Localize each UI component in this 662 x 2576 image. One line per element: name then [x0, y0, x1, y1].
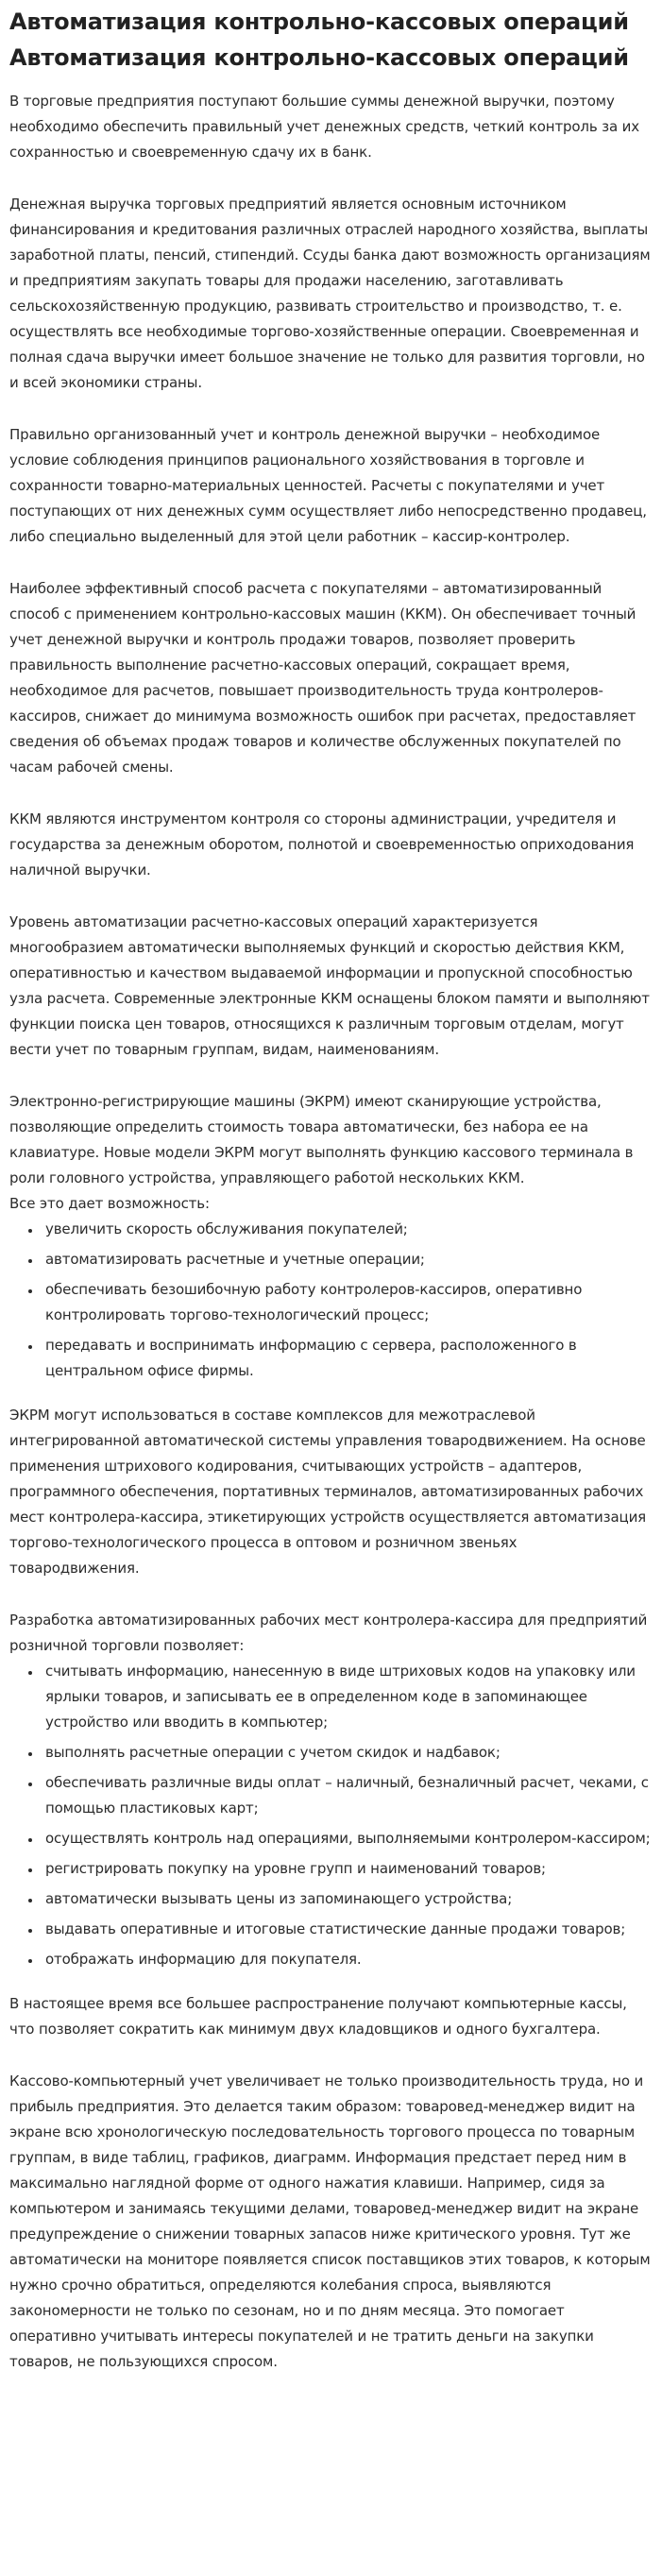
- paragraph-computer-accounting: Кассово-компьютерный учет увеличивает не только производительность труда, но и прибыль предприятия. Это делается таким образом: товаровед-менеджер видит на экране всю хронологическую последовательность торгового процесса по товарным группам, в виде таблиц, графиков, диаграмм. Информация предстает перед ним в максимально наглядной форме от одного нажатия клавиши. Например, сидя за компьютером и занимаясь текущими делами, товаровед-менеджер видит на экране предупреждение о снижении товарных запасов ниже критического уровня. Тут же автоматически на мониторе появляется список поставщиков этих товаров, к которым нужно срочно обратиться, определяются колебания спроса, выявляются закономерности не только по сезонам, но и по дням месяца. Это помогает оперативно учитывать интересы покупателей и не тратить деньги на закупки товаров, не пользующихся спросом.: [9, 2073, 651, 2370]
- paragraph-kkm-method: Наиболее эффективный способ расчета с покупателями – автоматизированный способ с применением контрольно-кассовых машин (ККМ). Он обеспечивает точный учет денежной выручки и контроль продажи товаров, позволяет проверить правильность выполнение расчетно-кассовых операций, сокращает время, необходимое для расчетов, повышает производительность труда контролеров-кассиров, снижает до минимума возможность ошибок при расчетах, предоставляет сведения об объемах продаж товаров и количестве обслуженных покупателей по часам рабочей смены.: [9, 580, 637, 776]
- paragraph-accounting: Правильно организованный учет и контроль денежной выручки – необходимое условие соблюдения принципов рационального хозяйствования в торговле и сохранности товарно-материальных ценностей. Расчеты с покупателями и учет поступающих от них денежных сумм осуществляет либо непосредственно продавец, либо специально выделенный для этой цели работник – кассир-контролер.: [9, 426, 647, 545]
- paragraph-ekrm-complex: ЭКРМ могут использоваться в составе комплексов для межотраслевой интегрированной автоматической системы управления товародвижением. На основе применения штрихового кодирования, считывающих устройств – адаптеров, программного обеспечения, портативных терминалов, автоматизированных рабочих мест контролера-кассира, этикетирующих устройств осуществляется автоматизация торгово-технологического процесса в оптовом и розничном звеньях товародвижения.: [9, 1407, 647, 1577]
- paragraph-revenue: Денежная выручка торговых предприятий является основным источником финансирования и кредитования различных отраслей народного хозяйства, выплаты заработной платы, пенсий, стипендий. Ссуды банка дают возможность организациям и предприятиям закупать товары для продажи населению, заготавливать сельскохозяйственную продукцию, развивать строительство и производство, т. е. осуществлять все необходимые торгово-хозяйственные операции. Своевременная и полная сдача выручки имеет большое значение не только для развития торговли, но и всей экономики страны.: [9, 196, 651, 391]
- workstation-functions-list: [9, 1659, 651, 1972]
- list-item: • осуществлять контроль над операциями, выполняемыми контролером-кассиром;: [42, 1826, 651, 1851]
- paragraph-ekrm: Электронно-регистрирующие машины (ЭКРМ) имеют сканирующие устройства, позволяющие определить стоимость товара автоматически, без набора ее на клавиатуре. Новые модели ЭКРМ могут выполнять функцию кассового терминала в роли головного устройства, управляющего работой нескольких ККМ.: [9, 1093, 634, 1186]
- list-item: • регистрировать покупку на уровне групп и наименований товаров;: [42, 1856, 651, 1882]
- paragraph-automation-level: Уровень автоматизации расчетно-кассовых операций характеризуется многообразием автоматически выполняемых функций и скоростью действия ККМ, оперативностью и качеством выдаваемой информации и пропускной способностью узла расчета. Современные электронные ККМ оснащены блоком памяти и выполняют функции поиска цен товаров, относящихся к различным торговым отделам, могут вести учет по товарным группам, видам, наименованиям.: [9, 913, 650, 1058]
- list-item: • выдавать оперативные и итоговые статистические данные продажи товаров;: [42, 1917, 651, 1942]
- list-item: • автоматизировать расчетные и учетные операции;: [42, 1247, 651, 1272]
- list-item: • обеспечивать безошибочную работу контролеров-кассиров, оперативно контролировать торгово-технологический процесс;: [42, 1277, 651, 1328]
- capabilities-list: [9, 1217, 651, 1384]
- list-item: • автоматически вызывать цены из запоминающего устройства;: [42, 1886, 651, 1912]
- paragraph-kkm-control: ККМ являются инструментом контроля со стороны администрации, учредителя и государства за денежным оборотом, полнотой и своевременностью оприходования наличной выручки.: [9, 810, 635, 879]
- paragraph-intro: В торговые предприятия поступают большие суммы денежной выручки, поэтому необходимо обеспечить правильный учет денежных средств, четкий контроль за их сохранностью и своевременную сдачу их в банк.: [9, 93, 639, 161]
- paragraph-ekrm-lead: Все это дает возможность:: [9, 1195, 210, 1212]
- paragraph-workstation: Разработка автоматизированных рабочих мест контролера-кассира для предприятий розничной торговли позволяет:: [9, 1612, 648, 1654]
- list-item: • обеспечивать различные виды оплат – наличный, безналичный расчет, чеками, с помощью пластиковых карт;: [42, 1770, 651, 1821]
- list-item: • отображать информацию для покупателя.: [42, 1947, 651, 1972]
- list-item: • выполнять расчетные операции с учетом скидок и надбавок;: [42, 1740, 651, 1766]
- list-item: • увеличить скорость обслуживания покупателей;: [42, 1217, 651, 1242]
- list-item: • считывать информацию, нанесенную в виде штриховых кодов на упаковку или ярлыки товаров, и записывать ее в определенном коде в запоминающее устройство или вводить в компьютер;: [42, 1659, 651, 1735]
- list-item: • передавать и воспринимать информацию с сервера, расположенного в центральном офисе фирмы.: [42, 1333, 651, 1384]
- paragraph-computer-cash: В настоящее время все большее распространение получают компьютерные кассы, что позволяет сократить как минимум двух кладовщиков и одного бухгалтера.: [9, 1995, 627, 2038]
- page-title: Автоматизация контрольно-кассовых операций: [9, 9, 629, 35]
- page-subtitle: Автоматизация контрольно-кассовых операций: [9, 44, 629, 71]
